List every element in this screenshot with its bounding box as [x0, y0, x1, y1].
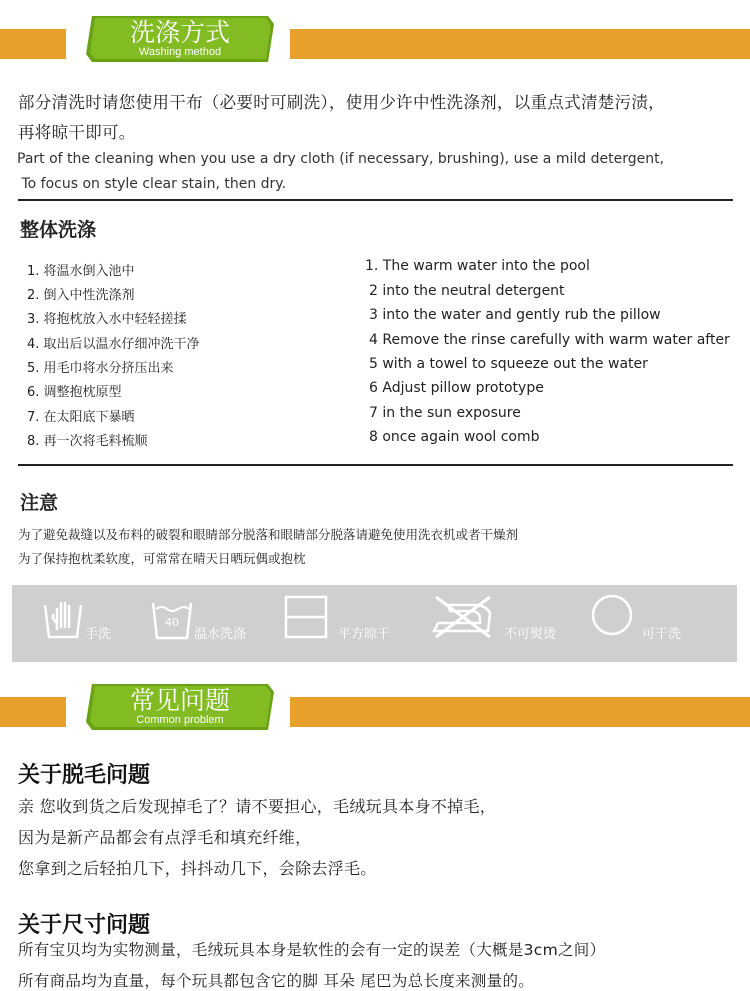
- step-en: 6 Adjust pillow prototype: [369, 380, 544, 396]
- step-en: 4 Remove the rinse carefully with warm water after: [369, 332, 730, 348]
- intro-zh-line-1: 部分清洗时请您使用干布（必要时可刷洗），使用少许中性洗涤剂，以重点式清楚污渍，: [18, 93, 665, 112]
- banner-bar-right: [290, 29, 750, 59]
- warm-wash-40-icon: [150, 593, 194, 643]
- shedding-line: 您拿到之后轻拍几下，抖抖动几下，会除去浮毛。: [18, 859, 377, 878]
- size-line: 所有宝贝均为实物测量，毛绒玩具本身是软性的会有一定的误差（大概是3cm之间）: [18, 941, 606, 959]
- dry-clean-icon: [590, 593, 634, 637]
- divider-1: [18, 199, 733, 201]
- banner-bar-right: [290, 697, 750, 727]
- care-label: 手洗: [85, 627, 112, 642]
- shedding-line: 因为是新产品都会有点浮毛和填充纤维，: [18, 828, 312, 847]
- step-en: 8 once again wool comb: [369, 429, 540, 445]
- intro-en-line-2: To focus on style clear stain, then dry.: [17, 176, 287, 192]
- step-zh: 4. 取出后以温水仔细冲洗干净: [27, 337, 200, 352]
- step-zh: 6. 调整抱枕原型: [27, 385, 122, 400]
- banner-bar-left: [0, 29, 66, 59]
- washing-method-badge: [86, 16, 274, 62]
- intro-zh-line-2: 再将晾干即可。: [18, 123, 136, 142]
- care-label: 平方晾干: [338, 627, 391, 642]
- intro-en: [17, 147, 737, 197]
- intro-zh: [18, 88, 738, 148]
- washing-title-en: Washing method: [138, 46, 222, 58]
- size-line: 所有商品均为直量，每个玩具都包含它的脚 耳朵 尾巴为总长度来测量的。: [18, 972, 535, 990]
- care-label: 可干洗: [642, 627, 682, 642]
- divider-2: [18, 464, 733, 466]
- step-zh: 7. 在太阳底下暴晒: [27, 410, 135, 425]
- notice-line-2: 为了保持抱枕柔软度，可常常在晴天日晒玩偶或抱枕: [18, 551, 306, 566]
- notice-heading: 注意: [20, 492, 59, 514]
- flat-dry-icon: [284, 595, 328, 639]
- care-icons-band: [12, 585, 737, 662]
- notice-line-1: 为了避免裁缝以及布料的破裂和眼睛部分脱落和眼睛部分脱落请避免使用洗衣机或者干燥剂: [18, 527, 519, 542]
- banner-bar-left: [0, 697, 66, 727]
- hand-wash-icon: [42, 593, 84, 643]
- washing-title-zh: 洗涤方式: [129, 18, 230, 47]
- common-problem-badge: [86, 684, 274, 730]
- step-en: 7 in the sun exposure: [369, 405, 521, 421]
- intro-en-line-1: Part of the cleaning when you use a dry cloth (if necessary, brushing), use a mild detergent,: [17, 151, 665, 167]
- care-label: 不可熨烫: [504, 627, 557, 642]
- overall-washing-heading: 整体洗涤: [20, 219, 97, 241]
- step-zh: 3. 将抱枕放入水中轻轻搓揉: [27, 312, 187, 327]
- step-en: 3 into the water and gently rub the pillow: [369, 307, 661, 323]
- step-en: 1. The warm water into the pool: [365, 258, 590, 274]
- faq-title-zh: 常见问题: [129, 686, 230, 715]
- size-title: 关于尺寸问题: [18, 913, 151, 938]
- step-zh: 5. 用毛巾将水分挤压出来: [27, 361, 174, 376]
- care-label: 温水洗涤: [194, 627, 247, 642]
- shedding-line: 亲 您收到货之后发现掉毛了？请不要担心，毛绒玩具本身不掉毛，: [18, 797, 497, 816]
- step-en: 5 with a towel to squeeze out the water: [369, 356, 648, 372]
- shedding-title: 关于脱毛问题: [18, 763, 151, 788]
- step-zh: 8. 再一次将毛料梳顺: [27, 434, 148, 449]
- wash-temp-label: 40: [165, 616, 179, 629]
- step-en: 2 into the neutral detergent: [369, 283, 565, 299]
- step-zh: 1. 将温水倒入池中: [27, 264, 135, 279]
- faq-title-en: Common problem: [136, 714, 224, 726]
- step-zh: 2. 倒入中性洗涤剂: [27, 288, 135, 303]
- no-iron-icon: [430, 593, 496, 641]
